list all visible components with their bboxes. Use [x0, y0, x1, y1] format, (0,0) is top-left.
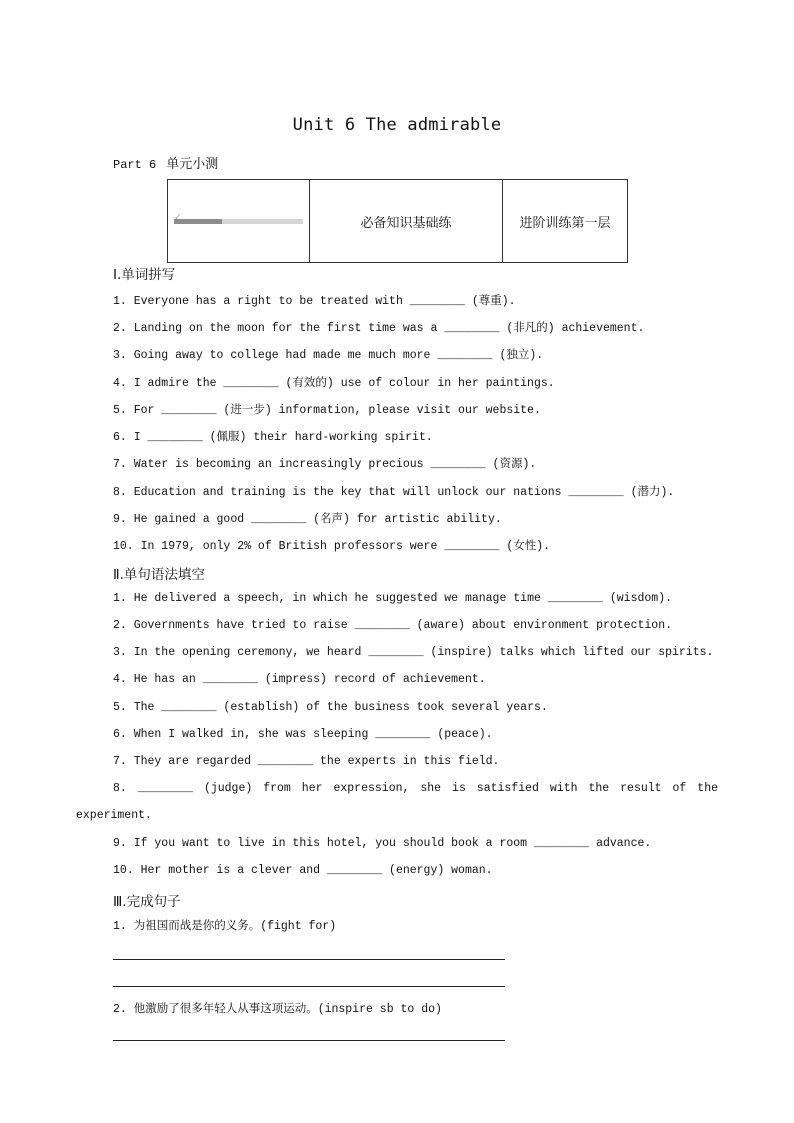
part-heading: [113, 153, 218, 172]
section2-item: 2. Governments have tried to raise ________ (aware) about environment protection.: [113, 619, 672, 632]
progress-bar: [174, 213, 303, 226]
section2-item: 10. Her mother is a clever and ________ (energy) woman.: [113, 864, 493, 877]
section2-item: 4. He has an ________ (impress) record of achievement.: [113, 673, 486, 686]
section1-item: 2. Landing on the moon for the first time was a ________ (非凡的) achievement.: [113, 322, 645, 335]
section3-item: 2. 他激励了很多年轻人从事这项运动。(inspire sb to do): [113, 1003, 442, 1016]
section2-item: 5. The ________ (establish) of the business took several years.: [113, 701, 548, 714]
answer-line[interactable]: [113, 1040, 505, 1041]
section2-item: 6. When I walked in, she was sleeping ________ (peace).: [113, 728, 493, 741]
section1-item: 8. Education and training is the key that will unlock our nations ________ (潜力).: [113, 486, 675, 499]
part-name: 单元小测: [166, 157, 219, 172]
section2-item: 9. If you want to live in this hotel, you should book a room ________ advance.: [113, 837, 652, 850]
header-cell-advanced: 进阶训练第一层: [503, 180, 628, 263]
header-table: [167, 179, 628, 263]
section1-heading: Ⅰ.单词拼写: [113, 267, 176, 283]
section1-item: 9. He gained a good ________ (名声) for artistic ability.: [113, 513, 502, 526]
section1-item: 3. Going away to college had made me much more ________ (独立).: [113, 349, 544, 362]
page-title: Unit 6 The admirable: [292, 115, 502, 135]
section1-item: 5. For ________ (进一步) information, please visit our website.: [113, 404, 541, 417]
section1-item: 7. Water is becoming an increasingly precious ________ (资源).: [113, 458, 537, 471]
section2-item: 8. ________ (judge) from her expression, she is satisfied with the result of the: [113, 782, 718, 795]
answer-line[interactable]: [113, 986, 505, 987]
section3-item: 1. 为祖国而战是你的义务。(fight for): [113, 920, 337, 933]
check-icon: ✓: [174, 213, 182, 223]
part-label: Part 6: [113, 158, 157, 172]
progress-cell: [168, 180, 310, 263]
section3-heading: Ⅲ.完成句子: [113, 894, 181, 910]
section1-item: 1. Everyone has a right to be treated with ________ (尊重).: [113, 295, 516, 308]
section1-item: 4. I admire the ________ (有效的) use of colour in her paintings.: [113, 377, 555, 390]
section1-item: 10. In 1979, only 2% of British professors were ________ (女性).: [113, 540, 551, 553]
section2-item: 3. In the opening ceremony, we heard ________ (inspire) talks which lifted our spirits.: [113, 646, 714, 659]
section1-item: 6. I ________ (佩服) their hard-working spirit.: [113, 431, 433, 444]
answer-line[interactable]: [113, 959, 505, 960]
header-cell-basic: 必备知识基础练: [310, 180, 503, 263]
section2-item: 7. They are regarded ________ the experts in this field.: [113, 755, 500, 768]
section2-heading: Ⅱ.单句语法填空: [113, 567, 205, 583]
section2-item8-continuation: experiment.: [76, 809, 152, 822]
section2-item: 1. He delivered a speech, in which he suggested we manage time ________ (wisdom).: [113, 592, 672, 605]
